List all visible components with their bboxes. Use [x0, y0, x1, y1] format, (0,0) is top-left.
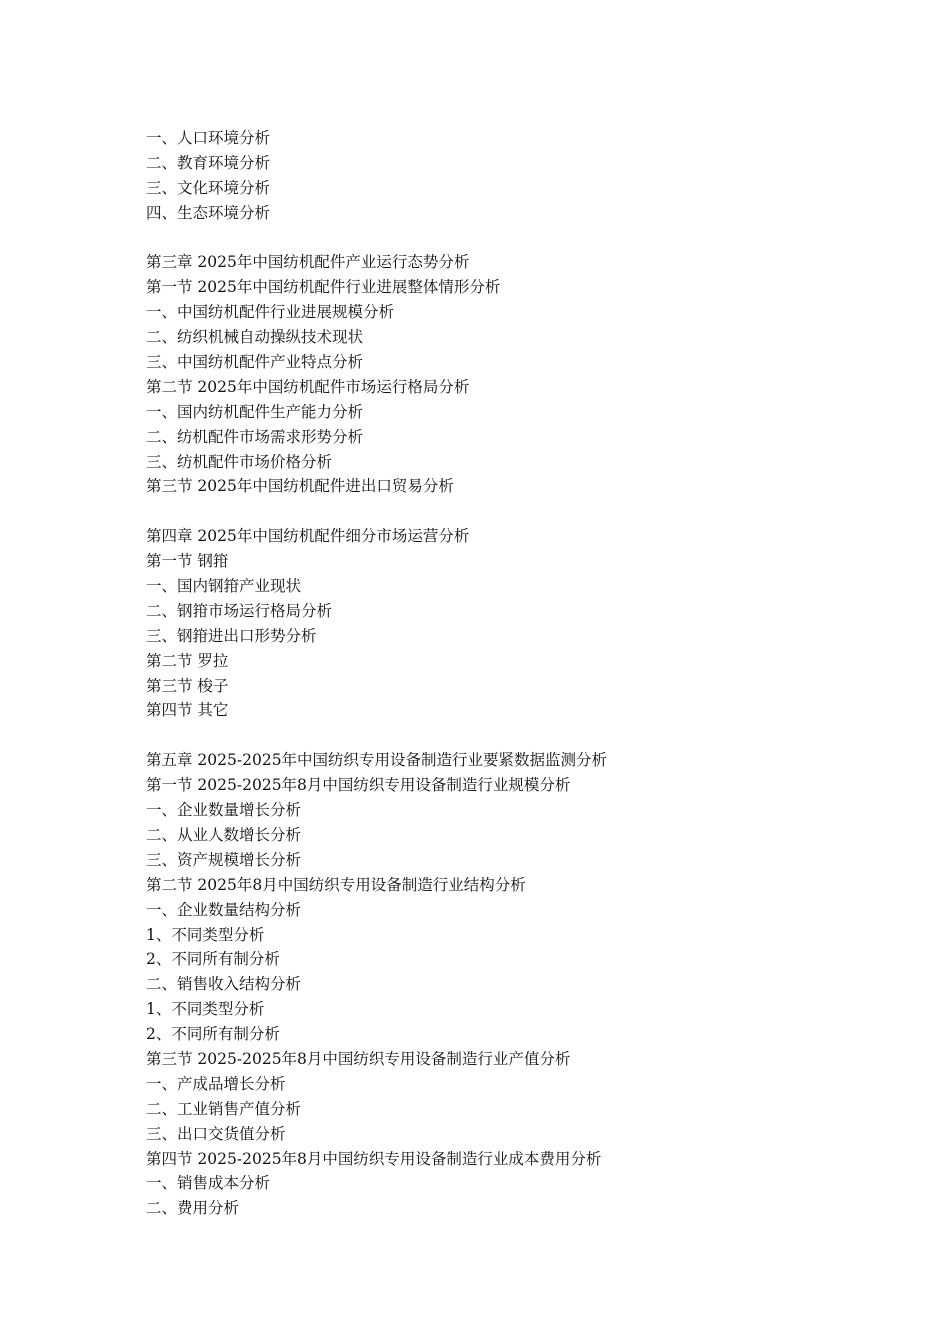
- chapter-title: 第五章 2025-2025年中国纺织专用设备制造行业要紧数据监测分析: [146, 751, 608, 770]
- toc-line: 三、文化环境分析: [146, 178, 271, 197]
- toc-line: 2、不同所有制分析: [146, 1025, 280, 1044]
- blank-line: [146, 723, 886, 748]
- toc-line: 二、钢箝市场运行格局分析: [146, 601, 333, 620]
- section-title: 第二节 2025年中国纺机配件市场运行格局分析: [146, 377, 470, 396]
- toc-line: 一、人口环境分析: [146, 129, 271, 147]
- toc-line: 一、销售成本分析: [146, 1174, 271, 1193]
- toc-line: 一、中国纺机配件行业进展规模分析: [146, 303, 395, 322]
- toc-line: 三、资产规模增长分析: [146, 850, 302, 869]
- toc-line: 三、出口交货值分析: [146, 1124, 286, 1143]
- blank-line: [146, 499, 886, 524]
- section-title: 第一节 钢箝: [146, 552, 229, 571]
- chapter-title: 第三章 2025年中国纺机配件产业运行态势分析: [146, 253, 470, 272]
- section-title: 第二节 罗拉: [146, 651, 229, 670]
- toc-line: 1、不同类型分析: [146, 1000, 265, 1019]
- section-block: [146, 524, 886, 723]
- toc-line: 一、国内纺机配件生产能力分析: [146, 402, 364, 421]
- toc-line: 三、中国纺机配件产业特点分析: [146, 353, 364, 372]
- section-title: 第四节 其它: [146, 701, 229, 720]
- section-title: 第三节 梭子: [146, 676, 229, 695]
- section-title: 第四节 2025-2025年8月中国纺织专用设备制造行业成本费用分析: [146, 1149, 602, 1168]
- blank-line: [146, 226, 886, 251]
- toc-line: 一、国内钢箝产业现状: [146, 577, 302, 596]
- toc-line: 二、纺织机械自动操纵技术现状: [146, 328, 364, 347]
- section-title: 第一节 2025年中国纺机配件行业进展整体情形分析: [146, 278, 501, 297]
- toc-line: 二、工业销售产值分析: [146, 1099, 302, 1118]
- toc-line: 1、不同类型分析: [146, 925, 265, 944]
- toc-line: 四、生态环境分析: [146, 203, 271, 222]
- toc-line: 一、企业数量增长分析: [146, 801, 302, 820]
- toc-line: 二、从业人数增长分析: [146, 825, 302, 844]
- chapter-title: 第四章 2025年中国纺机配件细分市场运营分析: [146, 527, 470, 546]
- toc-line: 三、钢箝进出口形势分析: [146, 626, 317, 645]
- toc-line: 一、产成品增长分析: [146, 1074, 286, 1093]
- toc-line: 二、费用分析: [146, 1199, 240, 1218]
- document-page: [146, 126, 886, 1221]
- toc-line: 三、纺机配件市场价格分析: [146, 452, 333, 471]
- toc-line: 2、不同所有制分析: [146, 950, 280, 969]
- section-title: 第三节 2025-2025年8月中国纺织专用设备制造行业产值分析: [146, 1049, 571, 1068]
- section-title: 第一节 2025-2025年8月中国纺织专用设备制造行业规模分析: [146, 776, 571, 795]
- toc-line: 一、企业数量结构分析: [146, 900, 302, 919]
- section-title: 第二节 2025年8月中国纺织专用设备制造行业结构分析: [146, 875, 526, 894]
- toc-line: 二、教育环境分析: [146, 153, 271, 172]
- toc-line: 二、纺机配件市场需求形势分析: [146, 427, 364, 446]
- section-title: 第三节 2025年中国纺机配件进出口贸易分析: [146, 477, 454, 496]
- section-block: [146, 748, 886, 1221]
- section-block: [146, 250, 886, 499]
- toc-line: 二、销售收入结构分析: [146, 975, 302, 994]
- section-block: [146, 126, 886, 226]
